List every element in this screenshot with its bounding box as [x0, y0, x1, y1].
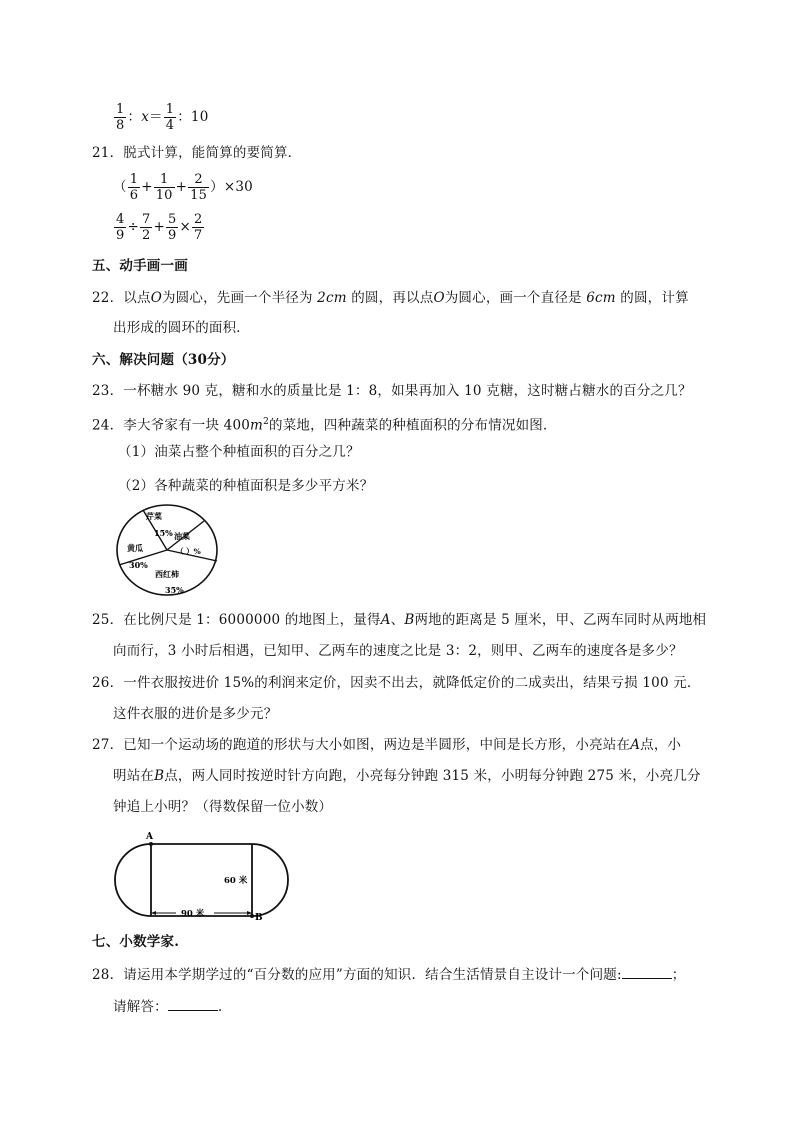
section-6-heading: 六、解决问题（30分）: [92, 352, 235, 368]
question-23: 23．一杯糖水 90 克，糖和水的质量比是 1：8，如果再加入 10 克糖，这时糖占糖水的百分之几？: [92, 383, 692, 399]
pie-pct-tomato: 35%: [165, 585, 184, 595]
question-27-line-2: 明站在B点，两人同时按逆时针方向跑，小亮每分钟跑 315 米，小明每分钟跑 275 米，小亮几分: [113, 768, 701, 784]
pie-pct-rape: （ ）%: [176, 547, 201, 556]
running-track-diagram: [114, 827, 290, 923]
expression-21-2: $\frac{4}{9}$ ÷ $\frac{7}{2}$ + $\frac{5}{9}$ × $\frac{2}{7}$: [116, 212, 203, 243]
question-28-line-2: 请解答： .: [113, 996, 222, 1017]
point-b-label: B: [255, 913, 263, 923]
question-27-line-1: 27．已知一个运动场的跑道的形状与大小如图，两边是半圆形，中间是长方形，小亮站在A点，小: [92, 737, 682, 753]
question-28-line-1: 28．请运用本学期学过的“百分数的应用”方面的知识．结合生活情景自主设计一个问题: ；: [92, 964, 685, 985]
equation-20: $\frac{1}{8}$ ：x＝ $\frac{1}{4}$ ：10: [116, 102, 209, 133]
question-22-line-1: 22．以点O为圆心，先画一个半径为 2cm 的圆，再以点O为圆心，画一个直径是 6cm 的圆，计算: [92, 290, 689, 306]
section-7-heading: 七、小数学家.: [92, 934, 180, 950]
question-26-line-2: 这件衣服的进价是多少元？: [113, 706, 278, 722]
pie-pct-celery: 15%: [154, 528, 173, 538]
answer-blank-solution[interactable]: [168, 996, 218, 1011]
question-24-sub-2: （2）各种蔬菜的种植面积是多少平方米？: [118, 478, 374, 494]
pie-label-tomato: 西红柿: [155, 569, 179, 579]
question-25-line-1: 25．在比例尺是 1：6000000 的地图上，量得A、B两地的距离是 5 厘米，甲、乙两车同时从两地相: [92, 612, 707, 628]
point-a-label: A: [146, 832, 153, 842]
answer-blank-question[interactable]: [622, 964, 672, 979]
fraction: $\frac{1}{8}$: [116, 102, 125, 133]
question-26-line-1: 26．一件衣服按进价 15%的利润来定价，因卖不出去，就降低定价的二成卖出，结果亏损 100 元．: [92, 675, 701, 691]
track-width-label: 90 米: [181, 909, 205, 919]
point-a-marker: [149, 842, 153, 846]
question-27-line-3: 钟追上小明？（得数保留一位小数）: [113, 799, 333, 815]
pie-label-celery: 芹菜: [146, 511, 162, 521]
question-24-sub-1: （1）油菜占整个种植面积的百分之几？: [118, 444, 360, 460]
section-5-heading: 五、动手画一画: [92, 258, 188, 274]
question-22-line-2: 出形成的圆环的面积．: [113, 320, 250, 336]
expression-21-1: （ $\frac{1}{6}$ + $\frac{1}{10}$ + $\frac{2}{15}$ ）×30: [113, 172, 253, 203]
pie-label-cucumber: 黄瓜: [127, 543, 143, 553]
track-height-label: 60 米: [224, 876, 248, 886]
track-outline: [115, 844, 288, 916]
pie-label-rape: 油菜: [174, 531, 190, 541]
vegetable-pie-chart: [114, 502, 220, 598]
question-24: 24．李大爷家有一块 $400m^2$的菜地，四种蔬菜的种植面积的分布情况如图．: [92, 417, 557, 434]
point-b-marker: [250, 914, 254, 918]
question-21: 21．脱式计算，能简算的要简算．: [92, 145, 302, 161]
question-25-line-2: 向而行，3 小时后相遇，已知甲、乙两车的速度之比是 3：2，则甲、乙两车的速度各是多少？: [113, 643, 683, 659]
pie-pct-cucumber: 30%: [129, 560, 148, 570]
fraction: $\frac{1}{4}$: [165, 102, 175, 133]
